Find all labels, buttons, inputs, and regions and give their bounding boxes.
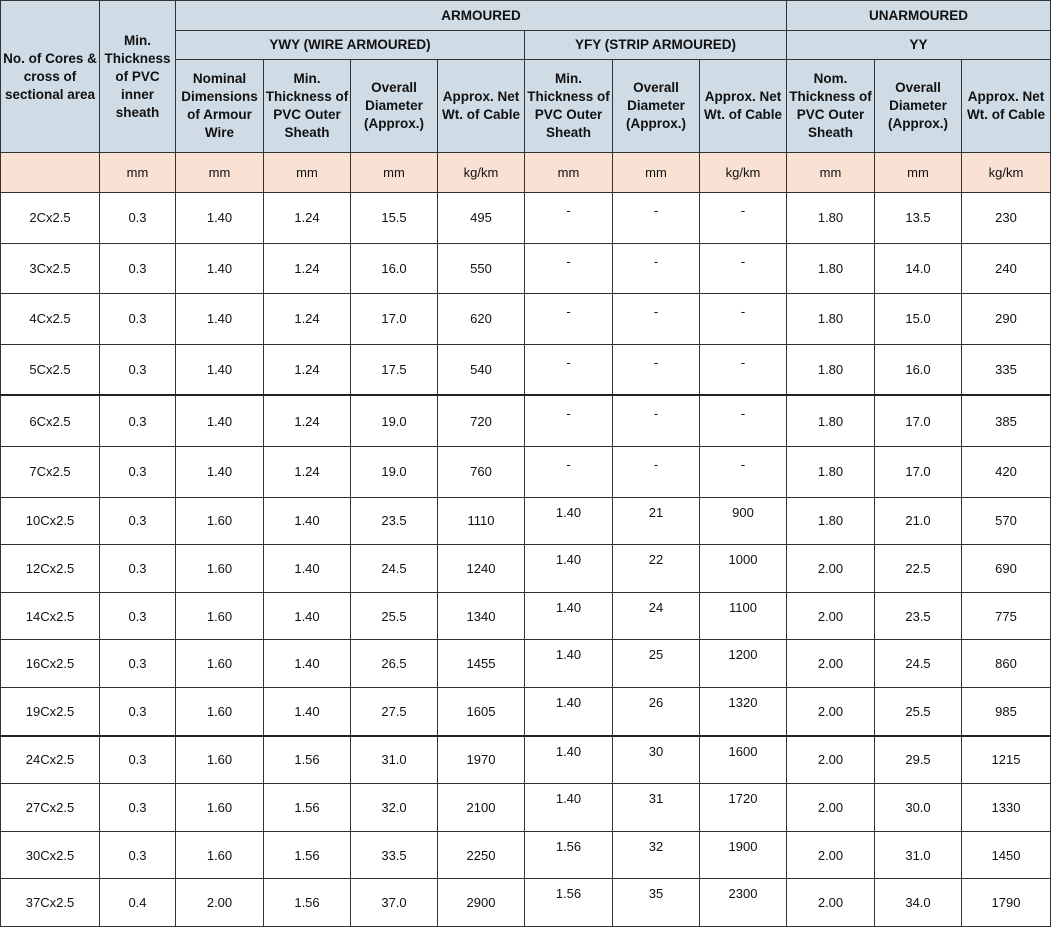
value-cell: 1200 [700,640,787,688]
value-cell: 2.00 [787,784,875,832]
unit-cell: mm [351,153,438,193]
value-cell: 1.24 [264,294,351,345]
value-cell: 0.3 [100,446,176,497]
table-row [1,784,1051,832]
value-cell: 25 [613,640,700,688]
value-cell: 1.56 [264,831,351,879]
value-cell: 1.40 [264,687,351,735]
cores-cell: 4Cx2.5 [1,294,100,345]
value-cell: 15.5 [351,193,438,244]
value-cell: - [700,193,787,244]
value-cell: 1240 [438,545,525,593]
value-cell: 1.60 [176,545,264,593]
value-cell: - [613,395,700,446]
table-row [1,640,1051,688]
value-cell: 1.80 [787,395,875,446]
value-cell: 1340 [438,592,525,640]
value-cell: 1.60 [176,736,264,784]
value-cell: 1790 [962,879,1051,927]
value-cell: 1.80 [787,193,875,244]
value-cell: 1605 [438,687,525,735]
value-cell: 0.3 [100,294,176,345]
value-cell: - [613,344,700,395]
value-cell: 33.5 [351,831,438,879]
value-cell: 14.0 [875,243,962,294]
table-row [1,497,1051,545]
value-cell: 1110 [438,497,525,545]
value-cell: 0.3 [100,592,176,640]
value-cell: 720 [438,395,525,446]
value-cell: 31.0 [351,736,438,784]
table-row [1,294,1051,345]
header-ywy: YWY (WIRE ARMOURED) [176,31,525,60]
value-cell: 1.40 [525,640,613,688]
value-cell: 17.5 [351,344,438,395]
value-cell: 1.40 [525,545,613,593]
value-cell: - [700,395,787,446]
value-cell: 37.0 [351,879,438,927]
cores-cell: 19Cx2.5 [1,687,100,735]
unit-cell: kg/km [962,153,1051,193]
table-row [1,736,1051,784]
value-cell: 2.00 [787,592,875,640]
value-cell: 1.40 [264,592,351,640]
value-cell: 22.5 [875,545,962,593]
value-cell: 1600 [700,736,787,784]
value-cell: 1.40 [176,395,264,446]
table-body [1,153,1051,927]
value-cell: 0.3 [100,545,176,593]
value-cell: 31.0 [875,831,962,879]
cores-cell: 16Cx2.5 [1,640,100,688]
header-yy-diameter: Overall Diameter (Approx.) [875,60,962,153]
value-cell: 1.56 [525,831,613,879]
unit-cell: mm [176,153,264,193]
value-cell: 13.5 [875,193,962,244]
value-cell: - [525,193,613,244]
value-cell: 1.40 [264,497,351,545]
value-cell: 24.5 [351,545,438,593]
value-cell: 690 [962,545,1051,593]
value-cell: 29.5 [875,736,962,784]
value-cell: 1.40 [525,497,613,545]
cores-cell: 24Cx2.5 [1,736,100,784]
unit-cell: mm [525,153,613,193]
table-row [1,193,1051,244]
value-cell: - [700,294,787,345]
value-cell: 0.3 [100,784,176,832]
value-cell: 1320 [700,687,787,735]
value-cell: - [525,344,613,395]
unit-cell: kg/km [700,153,787,193]
value-cell: 2900 [438,879,525,927]
value-cell: 1.40 [176,446,264,497]
value-cell: 27.5 [351,687,438,735]
header-yfy-outer-sheath: Min. Thickness of PVC Outer Sheath [525,60,613,153]
cores-cell: 2Cx2.5 [1,193,100,244]
value-cell: 21.0 [875,497,962,545]
value-cell: 1.80 [787,294,875,345]
value-cell: 17.0 [351,294,438,345]
value-cell: 1.60 [176,640,264,688]
value-cell: 1.40 [176,193,264,244]
value-cell: 0.3 [100,497,176,545]
value-cell: 0.3 [100,243,176,294]
value-cell: 540 [438,344,525,395]
value-cell: 1330 [962,784,1051,832]
header-yy-weight: Approx. Net Wt. of Cable [962,60,1051,153]
value-cell: 420 [962,446,1051,497]
value-cell: 1.56 [525,879,613,927]
value-cell: - [525,294,613,345]
value-cell: - [613,193,700,244]
value-cell: 15.0 [875,294,962,345]
unit-cell: mm [787,153,875,193]
value-cell: 1000 [700,545,787,593]
value-cell: 1.40 [525,592,613,640]
cores-cell: 30Cx2.5 [1,831,100,879]
value-cell: 230 [962,193,1051,244]
value-cell: 26 [613,687,700,735]
value-cell: 1.24 [264,446,351,497]
value-cell: 1.24 [264,395,351,446]
value-cell: 985 [962,687,1051,735]
value-cell: 21 [613,497,700,545]
value-cell: 1.80 [787,446,875,497]
header-yfy-diameter: Overall Diameter (Approx.) [613,60,700,153]
value-cell: - [700,446,787,497]
value-cell: 25.5 [875,687,962,735]
value-cell: 2.00 [787,687,875,735]
value-cell: 19.0 [351,395,438,446]
unit-cell [1,153,100,193]
table-row [1,687,1051,735]
value-cell: - [525,243,613,294]
unit-cell: mm [875,153,962,193]
value-cell: 0.3 [100,344,176,395]
value-cell: 1.60 [176,784,264,832]
unit-cell: mm [613,153,700,193]
table-row [1,243,1051,294]
table-row [1,831,1051,879]
table-row [1,344,1051,395]
header-armoured: ARMOURED [176,1,787,31]
value-cell: 860 [962,640,1051,688]
value-cell: 1.80 [787,344,875,395]
value-cell: 16.0 [875,344,962,395]
value-cell: 1.56 [264,736,351,784]
value-cell: 1970 [438,736,525,784]
value-cell: 2.00 [787,831,875,879]
table-row [1,395,1051,446]
cores-cell: 27Cx2.5 [1,784,100,832]
table-header [1,1,1051,153]
value-cell: 2.00 [787,545,875,593]
value-cell: 19.0 [351,446,438,497]
value-cell: 24.5 [875,640,962,688]
value-cell: 2100 [438,784,525,832]
value-cell: 550 [438,243,525,294]
value-cell: 1.60 [176,831,264,879]
header-ywy-outer-sheath: Min. Thickness of PVC Outer Sheath [264,60,351,153]
cores-cell: 14Cx2.5 [1,592,100,640]
value-cell: 1.40 [525,784,613,832]
header-yy-outer-sheath: Nom. Thickness of PVC Outer Sheath [787,60,875,153]
value-cell: 1.40 [525,736,613,784]
value-cell: 31 [613,784,700,832]
value-cell: 1.40 [525,687,613,735]
value-cell: 1.40 [176,294,264,345]
value-cell: 24 [613,592,700,640]
header-inner-sheath: Min. Thickness of PVC inner sheath [100,1,176,153]
value-cell: - [613,243,700,294]
cores-cell: 10Cx2.5 [1,497,100,545]
value-cell: 1450 [962,831,1051,879]
value-cell: 1.40 [264,640,351,688]
value-cell: 1900 [700,831,787,879]
value-cell: 385 [962,395,1051,446]
value-cell: 2250 [438,831,525,879]
value-cell: 1.56 [264,784,351,832]
value-cell: 17.0 [875,395,962,446]
cores-cell: 6Cx2.5 [1,395,100,446]
value-cell: 32 [613,831,700,879]
value-cell: 1.40 [176,344,264,395]
value-cell: 760 [438,446,525,497]
value-cell: 22 [613,545,700,593]
value-cell: 32.0 [351,784,438,832]
value-cell: 23.5 [351,497,438,545]
value-cell: 26.5 [351,640,438,688]
value-cell: 1.40 [176,243,264,294]
header-cores: No. of Cores & cross of sectional area [1,1,100,153]
value-cell: - [525,395,613,446]
value-cell: 290 [962,294,1051,345]
value-cell: 35 [613,879,700,927]
table-row [1,879,1051,927]
value-cell: 1.40 [264,545,351,593]
value-cell: 1.56 [264,879,351,927]
value-cell: 2.00 [787,736,875,784]
unit-cell: kg/km [438,153,525,193]
value-cell: 2.00 [787,640,875,688]
unit-cell: mm [264,153,351,193]
value-cell: 0.3 [100,193,176,244]
table-row [1,592,1051,640]
header-yy: YY [787,31,1051,60]
value-cell: 16.0 [351,243,438,294]
value-cell: - [700,243,787,294]
value-cell: 0.3 [100,395,176,446]
value-cell: 1.24 [264,344,351,395]
value-cell: - [700,344,787,395]
unit-cell: mm [100,153,176,193]
units-row [1,153,1051,193]
value-cell: 34.0 [875,879,962,927]
value-cell: 1100 [700,592,787,640]
cores-cell: 5Cx2.5 [1,344,100,395]
value-cell: 1.80 [787,243,875,294]
value-cell: 1.60 [176,592,264,640]
value-cell: 1215 [962,736,1051,784]
value-cell: 1.60 [176,497,264,545]
header-ywy-weight: Approx. Net Wt. of Cable [438,60,525,153]
value-cell: - [525,446,613,497]
cores-cell: 37Cx2.5 [1,879,100,927]
table-row [1,545,1051,593]
cores-cell: 12Cx2.5 [1,545,100,593]
value-cell: 1.60 [176,687,264,735]
header-ywy-diameter: Overall Diameter (Approx.) [351,60,438,153]
value-cell: 0.3 [100,687,176,735]
value-cell: 0.3 [100,736,176,784]
value-cell: 2300 [700,879,787,927]
value-cell: - [613,446,700,497]
value-cell: 0.4 [100,879,176,927]
value-cell: 335 [962,344,1051,395]
header-yfy: YFY (STRIP ARMOURED) [525,31,787,60]
value-cell: 30.0 [875,784,962,832]
value-cell: 17.0 [875,446,962,497]
value-cell: 775 [962,592,1051,640]
value-cell: 240 [962,243,1051,294]
header-unarmoured: UNARMOURED [787,1,1051,31]
value-cell: 25.5 [351,592,438,640]
value-cell: 2.00 [176,879,264,927]
value-cell: 620 [438,294,525,345]
value-cell: 23.5 [875,592,962,640]
cores-cell: 3Cx2.5 [1,243,100,294]
cores-cell: 7Cx2.5 [1,446,100,497]
value-cell: 1455 [438,640,525,688]
value-cell: 1.80 [787,497,875,545]
value-cell: 1.24 [264,193,351,244]
value-cell: - [613,294,700,345]
value-cell: 495 [438,193,525,244]
value-cell: 900 [700,497,787,545]
value-cell: 1720 [700,784,787,832]
value-cell: 0.3 [100,831,176,879]
value-cell: 1.24 [264,243,351,294]
value-cell: 30 [613,736,700,784]
value-cell: 570 [962,497,1051,545]
table-row [1,446,1051,497]
header-yfy-weight: Approx. Net Wt. of Cable [700,60,787,153]
value-cell: 2.00 [787,879,875,927]
value-cell: 0.3 [100,640,176,688]
header-ywy-armour-wire: Nominal Dimensions of Armour Wire [176,60,264,153]
